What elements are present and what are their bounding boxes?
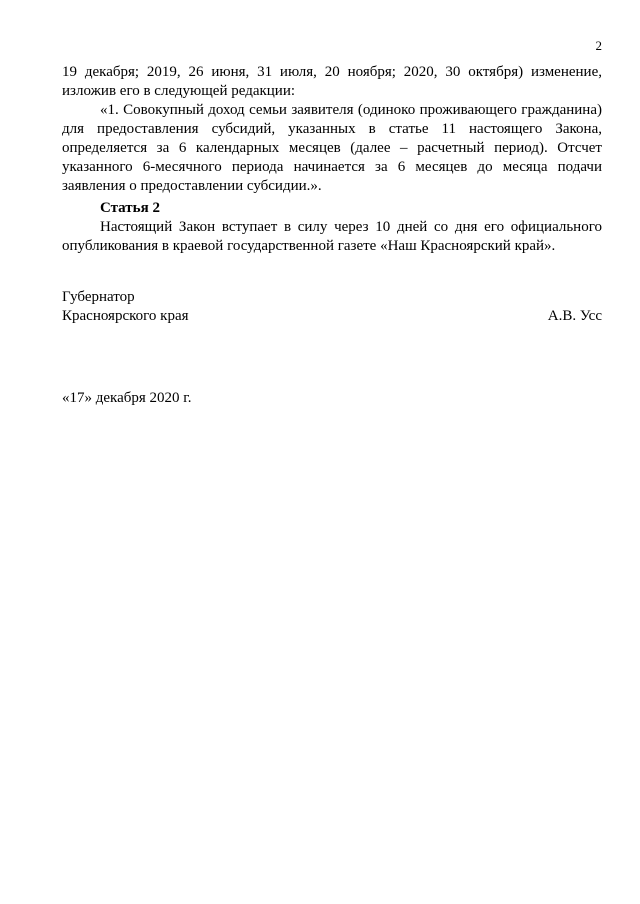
- signer-position-line1: Губернатор: [62, 289, 135, 305]
- amendment-lead-paragraph: 19 декабря; 2019, 26 июня, 31 июля, 20 ноября; 2020, 30 октября) изменение, изложив его в следующей редакции:: [62, 64, 602, 99]
- signer-name: А.В. Усс: [547, 308, 602, 324]
- article-2-text: Настоящий Закон вступает в силу через 10 дней со дня его официального опубликования в краевой государственной газете «Наш Красноярский край».: [62, 219, 602, 254]
- signature-row: [62, 307, 602, 326]
- amendment-section: [62, 63, 602, 196]
- article-2-title: Статья 2: [100, 200, 160, 216]
- signature-block: [62, 288, 602, 326]
- page-number: 2: [595, 38, 602, 53]
- amendment-quote-paragraph: «1. Совокупный доход семьи заявителя (одиноко проживающего гражданина) для предоставления субсидий, указанных в статье 11 настоящего Закона, определяется за 6 календарных месяцев (далее – расчетный период). Отсчет указанного 6-месячного периода начинается за 6 месяцев до месяца подачи заявления о предоставлении субсидии.».: [62, 102, 602, 194]
- article-2-section: [62, 199, 602, 256]
- signing-date: «17» декабря 2020 г.: [62, 390, 192, 406]
- signer-position-line2: Красноярского края: [62, 308, 189, 324]
